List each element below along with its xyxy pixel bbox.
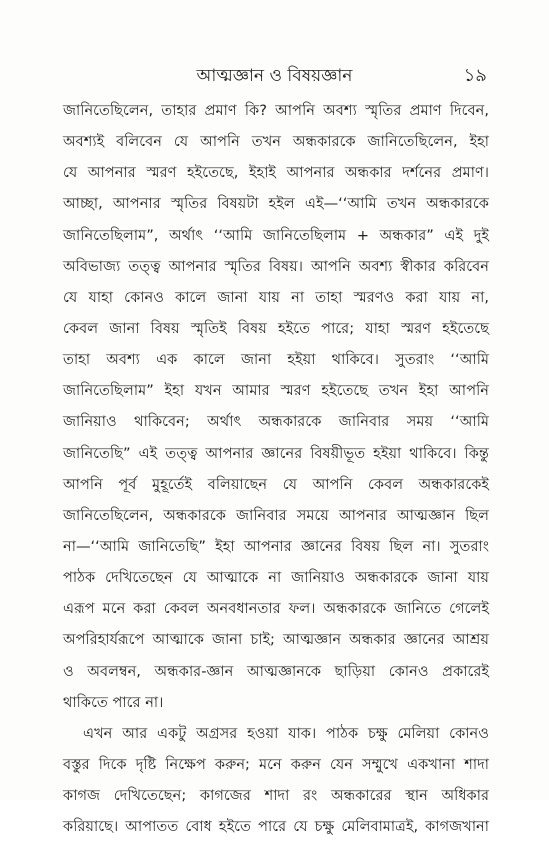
text-line: জানিতেছিলেন, অন্ধকারকে জানিবার সময়ে আপনার আত্মজ্ঞান ছিল	[63, 506, 489, 524]
text-line: জানিয়াও থাকিবেন; অর্থাৎ অন্ধকারকে জানিবার সময় ‘‘আমি	[63, 413, 489, 431]
page-number: ১৯	[463, 65, 487, 86]
text-line: অবশ্যই বলিবেন যে আপনি তখন অন্ধকারকে জানিতেছিলেন, ইহা	[63, 133, 489, 151]
text-line: জানিতেছিলাম”, অর্থাৎ ‘‘আমি জানিতেছিলাম + অন্ধকার” এই দুই	[63, 226, 489, 244]
text-line: পাঠক দেখিতেছেন যে আত্মাকে না জানিয়াও অন্ধকারকে জানা যায়	[63, 569, 489, 587]
text-line: থাকিতে পারে না।	[63, 693, 164, 711]
text-line: আচ্ছা, আপনার স্মৃতির বিষয়টা হইল এই—‘‘আমি তখন অন্ধকারকে	[63, 195, 489, 213]
paragraph-2	[63, 718, 489, 842]
text-line: অপরিহার্যরূপে আত্মাকে জানা চাই; আত্মজ্ঞান অন্ধকার জ্ঞানের আশ্রয়	[63, 631, 489, 649]
text-line: ও অবলম্বন, অন্ধকার-জ্ঞান আত্মজ্ঞানকে ছাড়িয়া কোনও প্রকারেই	[63, 662, 489, 680]
text-line: তাহা অবশ্য এক কালে জানা হইয়া থাকিবে। সুতরাং ‘‘আমি	[63, 351, 489, 369]
text-line: আপনি পূর্ব মুহূর্তেই বলিয়াছেন যে আপনি কেবল অন্ধকারকেই	[63, 475, 489, 493]
text-line: কাগজ দেখিতেছেন; কাগজের শাদা রং অন্ধকারের স্থান অধিকার	[63, 787, 489, 805]
text-line: জানিতেছিলেন, তাহার প্রমাণ কি? আপনি অবশ্য স্মৃতির প্রমাণ দিবেন,	[63, 102, 489, 119]
text-line: জানিতেছিলাম” ইহা যখন আমার স্মরণ হইতেছে তখন ইহা আপনি	[63, 382, 489, 400]
text-line: বস্তুর দিকে দৃষ্টি নিক্ষেপ করুন; মনে করুন যেন সম্মুখে একখানা শাদা	[63, 755, 489, 773]
text-line: যে যাহা কোনও কালে জানা যায় না তাহা স্মরণও করা যায় না,	[63, 288, 489, 306]
running-header	[0, 62, 549, 90]
paragraph-1	[63, 95, 489, 718]
text-line: করিয়াছে। আপাতত বোধ হইতে পারে যে চক্ষু মেলিবামাত্রই, কাগজখানা	[63, 818, 489, 836]
text-line: এরূপ মনে করা কেবল অনবধানতার ফল। অন্ধকারকে জানিতে গেলেই	[63, 600, 489, 618]
text-line: না—‘‘আমি জানিতেছি” ইহা আপনার জ্ঞানের বিষয় ছিল না। সুতরাং	[63, 537, 489, 555]
chapter-title: আত্মজ্ঞান ও বিষয়জ্ঞান	[196, 66, 353, 86]
text-line: এখন আর একটু অগ্রসর হওয়া যাক। পাঠক চক্ষু মেলিয়া কোনও	[83, 724, 489, 742]
body-text	[63, 95, 489, 842]
text-line: জানিতেছি” এই তত্ত্ব আপনার জ্ঞানের বিষয়ীভূত হইয়া থাকিবে। কিন্তু	[63, 444, 489, 462]
text-line: কেবল জানা বিষয় স্মৃতিই বিষয় হইতে পারে; যাহা স্মরণ হইতেছে	[63, 319, 489, 337]
text-line: যে আপনার স্মরণ হইতেছে, ইহাই আপনার অন্ধকার দর্শনের প্রমাণ।	[63, 164, 489, 182]
text-line: অবিভাজ্য তত্ত্ব আপনার স্মৃতির বিষয়। আপনি অবশ্য স্বীকার করিবেন	[63, 257, 489, 275]
